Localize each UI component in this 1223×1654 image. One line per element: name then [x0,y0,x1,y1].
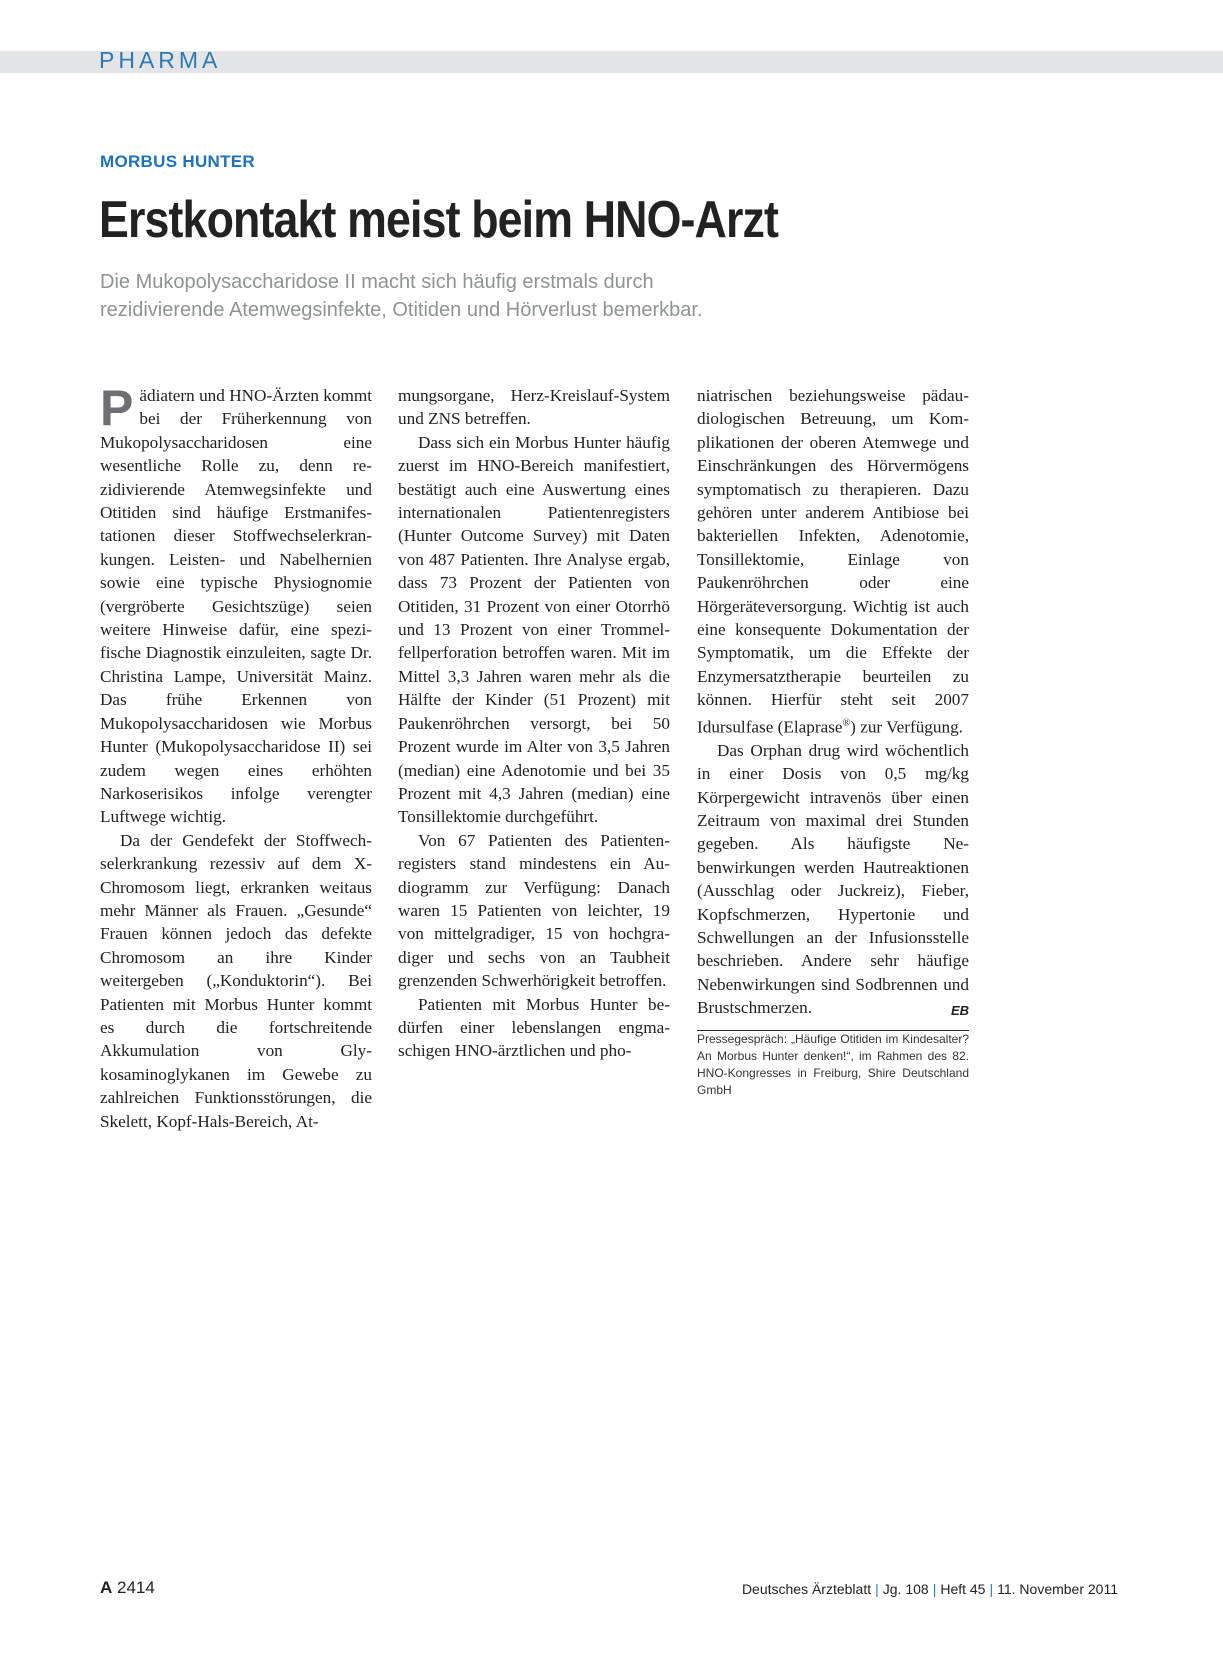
article-lead [100,268,860,324]
author-signature: EB [950,1003,969,1019]
body-paragraph [100,380,372,829]
journal-volume: Jg. 108 [882,1581,929,1597]
body-column-1 [100,380,372,1133]
paragraph-text: niatrischen beziehungsweise pädaudiologischen Betreuung, um Komplikationen der oberen Atemwege und Einschränkungen des Hörvermögens symptomatisch zu therapieren. Dazu gehören unter anderem Antibiose bei bakteriellen Infekten, Adenotomie, Tonsillektomie, Einlage von Paukenröhrchen oder eine Hörgeräteversorgung. Wichtig ist auch eine konsequente Dokumentation der Symptomatik, um die Effekte der Enzymersatztherapie beurteilen zu können. Hierfür steht seit 2007 Idursulfase (Elaprase [697,386,969,737]
journal-date: 11. November 2011 [997,1581,1118,1597]
journal-name: Deutsches Ärzteblatt [741,1581,872,1597]
article-kicker: MORBUS HUNTER [100,152,256,171]
source-note: Pressegespräch: „Häufige Otitiden im Kindesalter? An Morbus Hunter denken!“, im Rahmen des 82. HNO-Kongresses in Freiburg, Shire Deutschland GmbH [697,1031,969,1097]
drop-cap: P [100,380,134,436]
paragraph-text: ) zur Verfügung. [850,717,963,737]
body-paragraph: Patienten mit Morbus Hunter bedürfen einer lebenslangen engmaschigen HNO-ärztlichen und pho- [398,994,670,1061]
page-number [100,1578,155,1598]
paragraph-text: ädiatern und HNO-Ärzten kommt bei der Früherkennung von Mukopolysaccharidosen eine wesentliche Rolle zu, denn rezidivierende Atemwegsinfekte und Otitiden sind häufige Erstmanifestationen dieser Stoffwechselerkrankungen. Leisten- und Nabelhernien sowie eine typische Physiognomie (vergröberte Gesichtszüge) seien weitere Hinweise dafür, eine spezifische Diagnostik einzuleiten, sagte Dr. Christina Lampe, Universität Mainz. Das frühe Erkennen von Mukopolysaccharidosen wie Morbus Hunter (Mukopolysaccharidose II) sei zudem wegen eines erhöhten Narkoserisikos infolge verengter Luftwege wichtig. [100,386,372,827]
section-label: PHARMA [99,47,222,73]
registered-mark: ® [842,717,851,729]
page-prefix: A [100,1578,113,1597]
body-paragraph: Von 67 Patienten des Patientenregisters stand mindestens ein Audiogramm zur Verfügung: Danach waren 15 Patienten von leichter, 19 von mittelgradiger, 15 von hochgradiger und sechs von an Taubheit grenzenden Schwerhörigkeit betroffen. [398,830,670,991]
page-number-value: 2414 [117,1578,155,1597]
body-paragraph: Da der Gendefekt der Stoffwechselerkrankung rezessiv auf dem X-Chromosom liegt, erkranken weitaus mehr Männer als Frauen. „Gesunde“ Frauen können jedoch das defekte Chromosom an ihre Kinder weitergeben („Konduktorin“). Bei Patienten mit Morbus Hunter kommt es durch die fortschreitende Akkumulation von Glykosaminoglykanen im Gewebe zu zahlreichen Funktionsstörungen, die Skelett, Kopf-Hals-Bereich, At- [100,830,372,1131]
footer-separator: | [989,1581,994,1597]
body-paragraph: Dass sich ein Morbus Hunter häufig zuerst im HNO-Bereich manifestiert, bestätigt auch eine Auswertung eines internationalen Patientenregisters (Hunter Outcome Survey) mit Daten von 487 Patienten. Ihre Analyse ergab, dass 73 Prozent der Patienten von Otitiden, 31 Prozent von einer Otorrhö und 13 Prozent von einer Trommelfellperforation betroffen waren. Mit im Mittel 3,3 Jahren waren mehr als die Hälfte der Kinder (51 Prozent) mit Paukenröhrchen versorgt, bei 50 Prozent wurde im Alter von 3,5 Jahren (median) eine Adenotomie und bei 35 Prozent mit 4,3 Jahren (median) eine Tonsillektomie durchgeführt. [398,432,670,827]
footer-separator: | [875,1581,879,1597]
body-paragraph [697,739,969,1020]
paragraph-text: Das Orphan drug wird wöchentlich in einer Dosis von 0,5 mg/kg Körpergewicht intravenös über einen Zeitraum von maximal drei Stunden gegeben. Als häufigste Nebenwirkungen werden Hautreaktionen (Ausschlag oder Juckreiz), Fieber, Kopfschmerzen, Hypertonie und Schwellungen an der Infusionsstelle beschrieben. Andere sehr häufige Nebenwirkungen sind Sodbrennen und Brustschmerzen. [697,740,969,1018]
body-column-2 [398,384,670,1063]
lead-line-1: Die Mukopolysaccharidose II macht sich häufig erstmals durch [100,271,654,293]
body-column-3 [697,384,969,1099]
body-paragraph: mungsorgane, Herz-Kreislauf-System und ZNS betreffen. [398,386,670,429]
footer-separator: | [932,1581,937,1597]
lead-line-2: rezidivierende Atemwegsinfekte, Otitiden und Hörverlust bemerkbar. [100,299,703,321]
article-headline: Erstkontakt meist beim HNO-Arzt [99,191,779,249]
body-paragraph [697,384,969,739]
journal-issue: Heft 45 [940,1581,986,1597]
journal-footer [742,1581,1118,1597]
